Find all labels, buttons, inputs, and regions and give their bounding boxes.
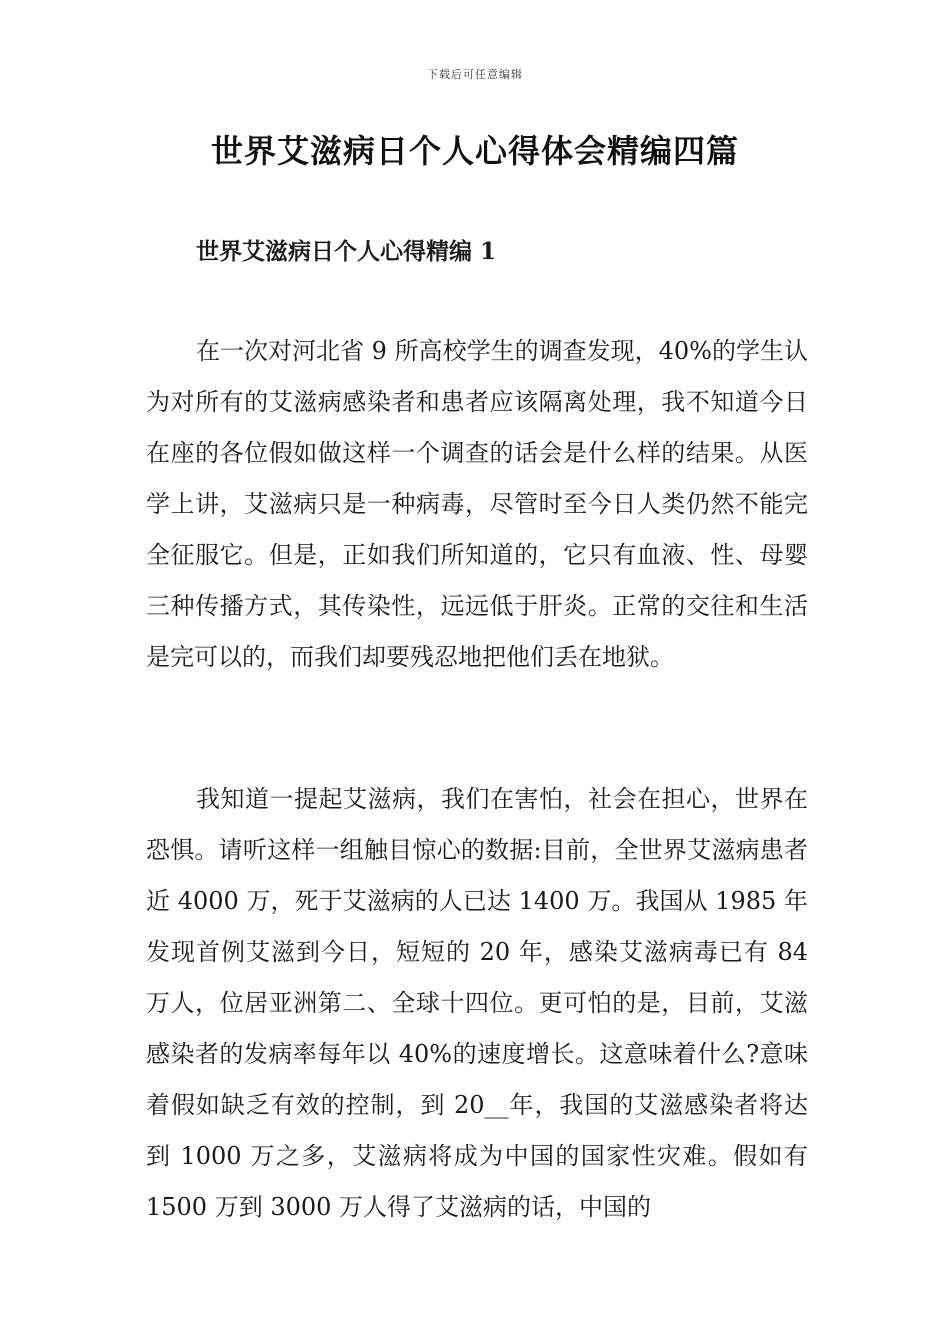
header-note: 下载后可任意编辑 (427, 68, 523, 81)
paragraph: 我知道一提起艾滋病，我们在害怕，社会在担心，世界在恐惧。请听这样一组触目惊心的数据:目前，全世界艾滋病患者近 4000 万，死于艾滋病的人已达 1400 万。我国从 1985 年发现首例艾滋到今日，短短的 20 年，感染艾滋病毒已有 84 万人，位居亚洲第二、全球十四位。更可怕的是，目前，艾滋感染者的发病率每年以 40%的速度增长。这意味着什么?意味着假如缺乏有效的控制，到 20__年，我国的艾滋感染者将达到 1000 万之多，艾滋病将成为中国的国家性灾难。假如有 1500 万到 3000 万人得了艾滋病的话，中国的 (146, 785, 808, 1221)
paragraph: 在一次对河北省 9 所高校学生的调查发现，40%的学生认为对所有的艾滋病感染者和患者应该隔离处理，我不知道今日在座的各位假如做这样一个调查的话会是什么样的结果。从医学上讲，艾滋病只是一种病毒，尽管时至今日人类仍然不能完全征服它。但是，正如我们所知道的，它只有血液、性、母婴三种传播方式，其传染性，远远低于肝炎。正常的交往和生活是完可以的，而我们却要残忍地把他们丢在地狱。 (146, 337, 808, 671)
section-heading: 世界艾滋病日个人心得精编 1 (196, 238, 497, 265)
document-title: 世界艾滋病日个人心得体会精编四篇 (210, 132, 739, 170)
